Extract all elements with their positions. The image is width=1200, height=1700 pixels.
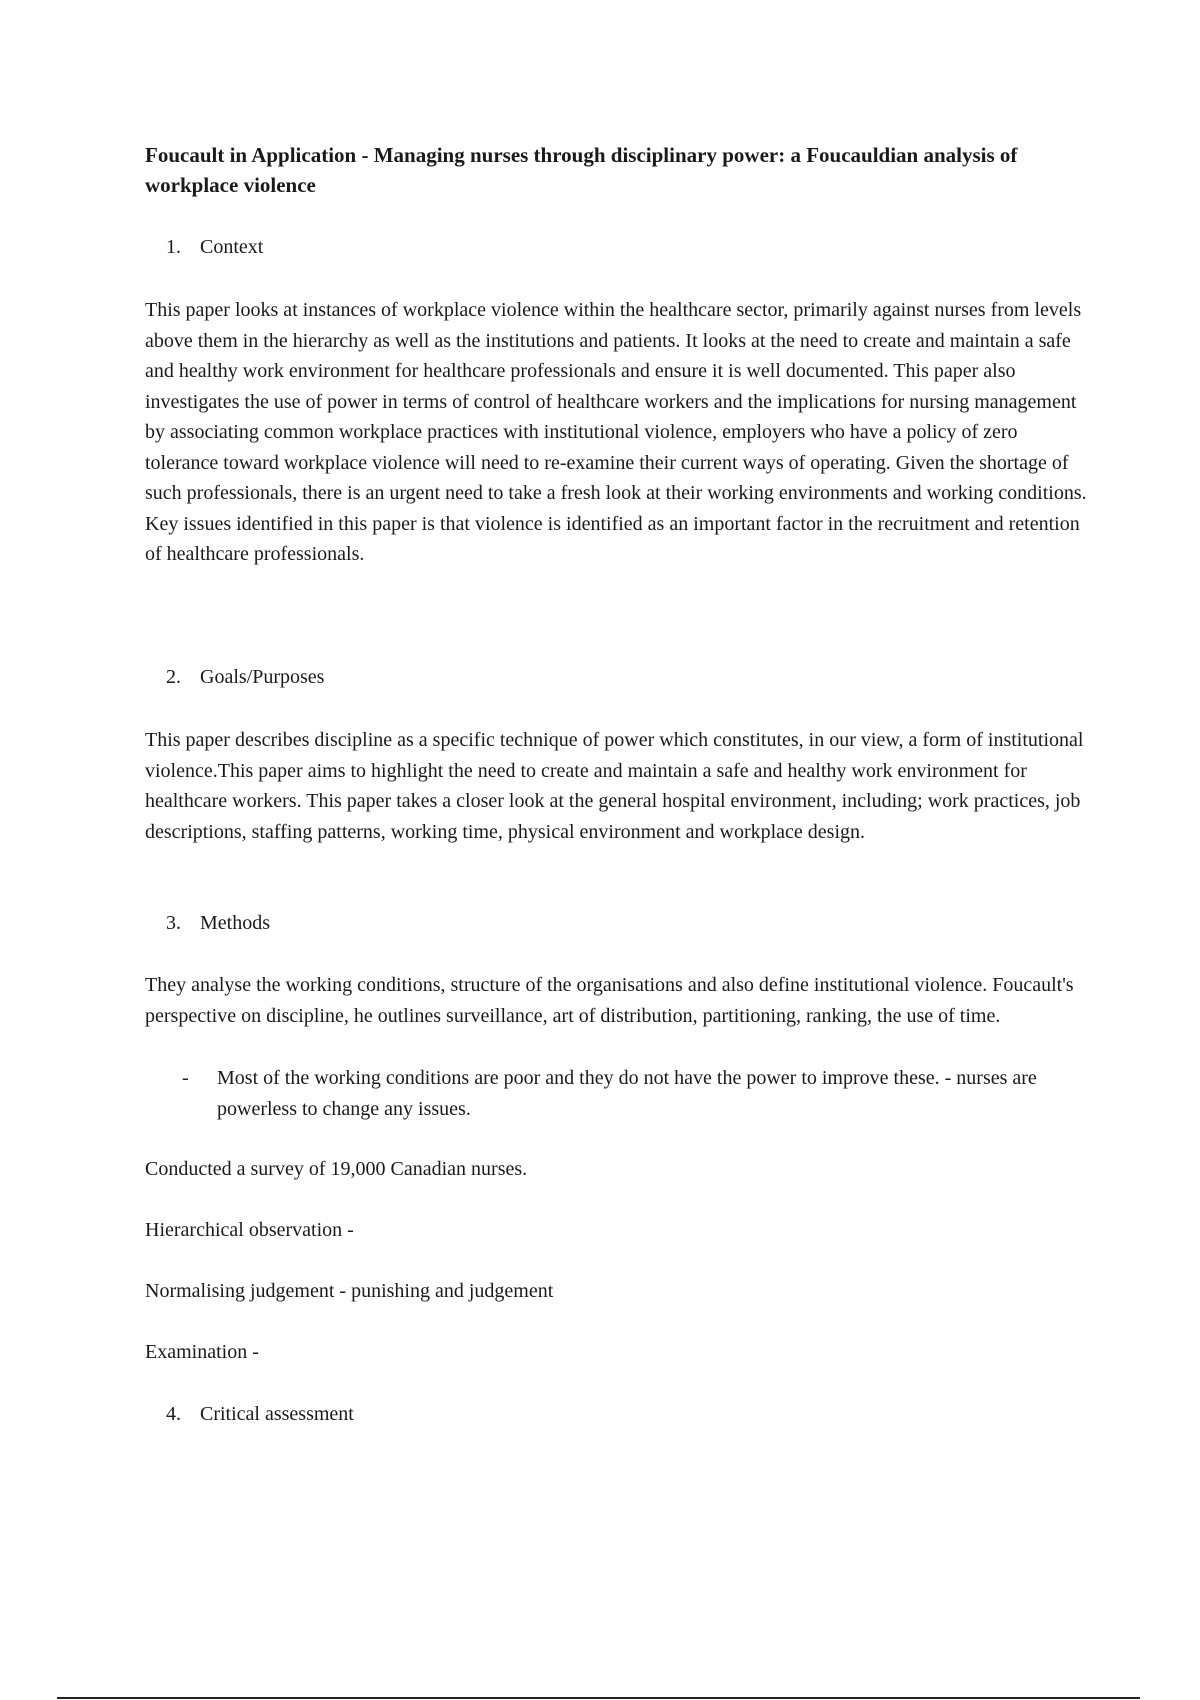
methods-bullet [145, 1063, 1090, 1124]
section-number: 1. [166, 236, 181, 258]
section-heading-goals [145, 663, 324, 691]
section-number: 2. [166, 666, 181, 688]
hierarchical-observation-line: Hierarchical observation - [145, 1219, 354, 1241]
methods-paragraph: They analyse the working conditions, structure of the organisations and also define institutional violence. Foucault's perspective on discipline, he outlines surveillance, art of distribution, partitioning, ranking, the use of time. [145, 974, 1074, 1027]
section-heading-methods [145, 909, 270, 937]
section-title: Critical assessment [200, 1403, 354, 1425]
examination-line: Examination - [145, 1341, 259, 1363]
section-heading-critical-assessment [145, 1400, 354, 1428]
section-number: 3. [166, 912, 181, 934]
survey-line: Conducted a survey of 19,000 Canadian nurses. [145, 1158, 528, 1180]
normalising-judgement-line: Normalising judgement - punishing and judgement [145, 1280, 554, 1302]
bullet-text: Most of the working conditions are poor and they do not have the power to improve these. - nurses are powerless to change any issues. [217, 1067, 1037, 1120]
footer-divider [57, 1697, 1140, 1699]
section-title: Context [200, 236, 264, 258]
goals-paragraph: This paper describes discipline as a specific technique of power which constitutes, in our view, a form of institutional violence.This paper aims to highlight the need to create and maintain a safe and healthy work environment for healthcare workers. This paper takes a closer look at the general hospital environment, including; work practices, job descriptions, staffing patterns, working time, physical environment and workplace design. [145, 729, 1084, 843]
section-heading-context [145, 233, 263, 261]
section-number: 4. [166, 1403, 181, 1425]
context-paragraph: This paper looks at instances of workplace violence within the healthcare sector, primarily against nurses from levels above them in the hierarchy as well as the institutions and patients. It looks at the need to create and maintain a safe and healthy work environment for healthcare professionals and ensure it is well documented. This paper also investigates the use of power in terms of control of healthcare workers and the implications for nursing management by associating common workplace practices with institutional violence, employers who have a policy of zero tolerance toward workplace violence will need to re-examine their current ways of operating. Given the shortage of such professionals, there is an urgent need to take a fresh look at their working environments and working conditions. Key issues identified in this paper is that violence is identified as an important factor in the recruitment and retention of healthcare professionals. [145, 299, 1087, 565]
section-title: Goals/Purposes [200, 666, 325, 688]
document-title: Foucault in Application - Managing nurses through disciplinary power: a Foucauldian analysis of workplace violence [145, 143, 1018, 197]
section-title: Methods [200, 912, 270, 934]
bullet-dash: - [182, 1067, 189, 1089]
